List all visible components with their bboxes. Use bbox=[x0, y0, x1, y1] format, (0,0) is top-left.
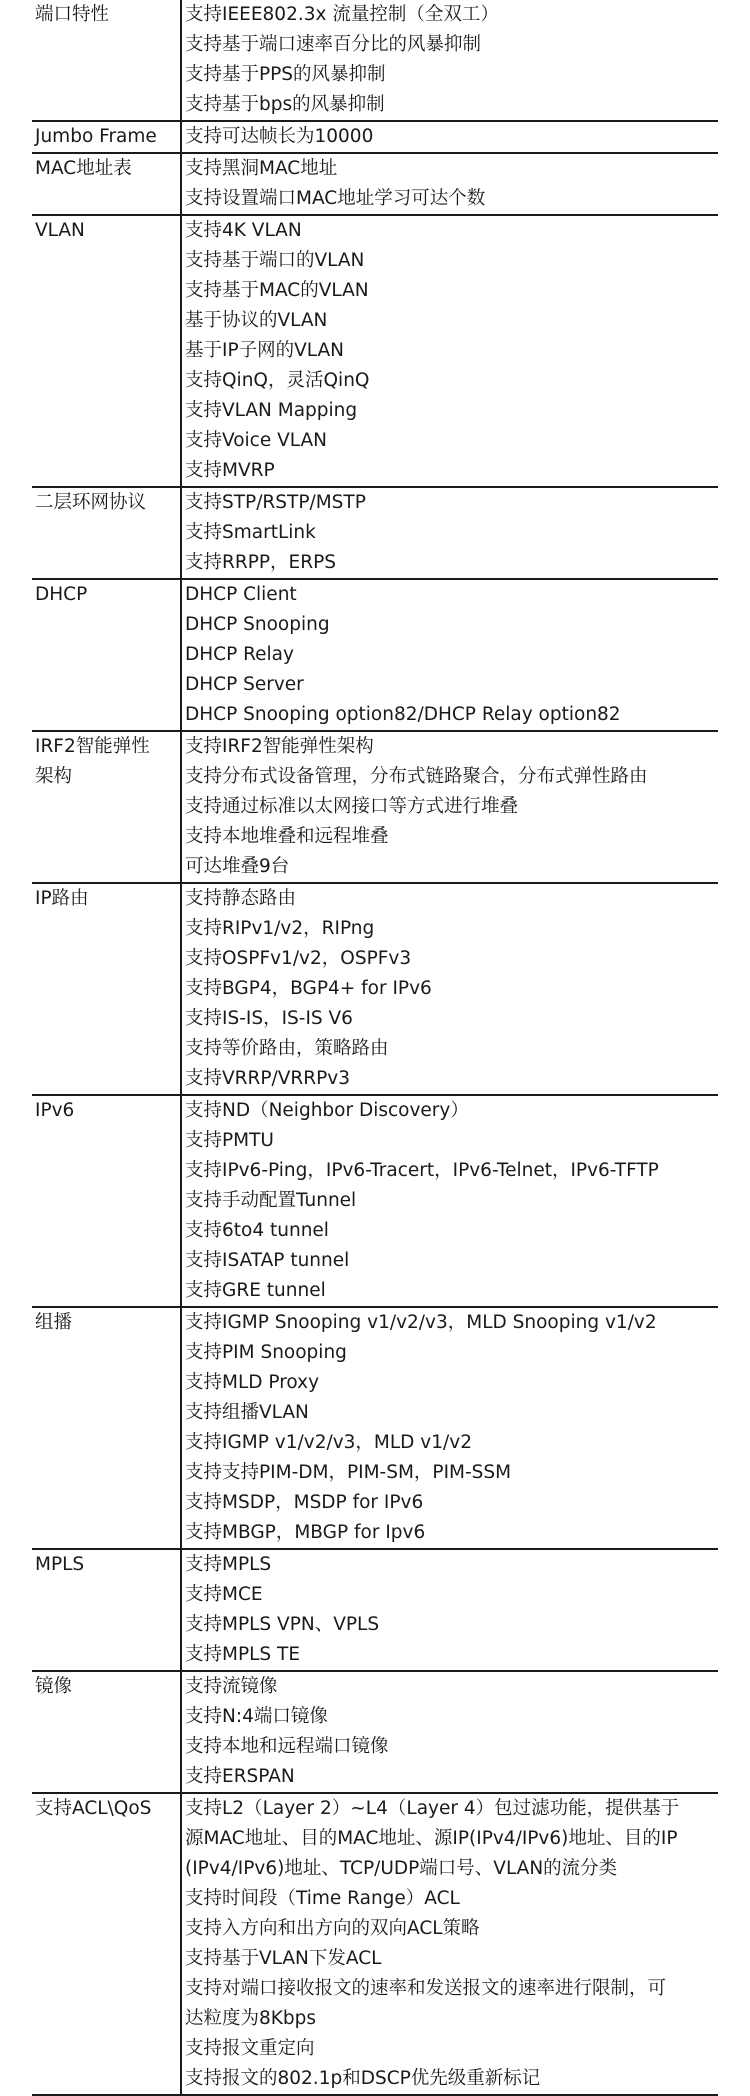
spec-features bbox=[182, 732, 718, 882]
spec-category bbox=[32, 0, 182, 120]
feature-text: 支持报文的802.1p和DSCP优先级重新标记 bbox=[185, 2068, 541, 2089]
feature-item bbox=[185, 184, 718, 214]
feature-text: 支持L2（Layer 2）~L4（Layer 4）包过滤功能，提供基于 bbox=[185, 1798, 680, 1819]
feature-item bbox=[185, 1064, 718, 1094]
feature-text: 支持IRF2智能弹性架构 bbox=[185, 736, 374, 757]
feature-text: 支持基于bps的风暴抑制 bbox=[185, 94, 385, 115]
spec-row bbox=[32, 1308, 718, 1550]
feature-item bbox=[185, 944, 718, 974]
feature-text: 支持ISATAP tunnel bbox=[185, 1250, 350, 1271]
feature-text: 支持通过标准以太网接口等方式进行堆叠 bbox=[185, 796, 519, 817]
feature-item bbox=[185, 2064, 718, 2094]
spec-table bbox=[32, 0, 718, 2096]
category-label: 二层环网协议 bbox=[35, 492, 147, 513]
spec-features bbox=[182, 154, 718, 214]
feature-text: 支持N:4端口镜像 bbox=[185, 1706, 328, 1727]
feature-item bbox=[185, 90, 718, 120]
feature-item bbox=[185, 30, 718, 60]
feature-item bbox=[185, 456, 718, 486]
spec-category bbox=[32, 488, 182, 578]
spec-category bbox=[32, 884, 182, 1094]
feature-item bbox=[185, 1216, 718, 1246]
feature-text: 基于IP子网的VLAN bbox=[185, 340, 344, 361]
feature-item bbox=[185, 1914, 718, 1944]
feature-text: 支持BGP4，BGP4+ for IPv6 bbox=[185, 978, 432, 999]
feature-text: 支持RRPP，ERPS bbox=[185, 552, 336, 573]
category-label: Jumbo Frame bbox=[35, 126, 157, 147]
feature-text: 支持基于MAC的VLAN bbox=[185, 280, 369, 301]
feature-item bbox=[185, 216, 718, 246]
feature-item bbox=[185, 1672, 718, 1702]
spec-row bbox=[32, 488, 718, 580]
feature-item bbox=[185, 1246, 718, 1276]
feature-item bbox=[185, 884, 718, 914]
category-label: DHCP bbox=[35, 584, 88, 605]
feature-item bbox=[185, 640, 718, 670]
feature-item bbox=[185, 1640, 718, 1670]
feature-text: 支持报文重定向 bbox=[185, 2038, 315, 2059]
category-label: IP路由 bbox=[35, 888, 89, 909]
feature-item bbox=[185, 306, 718, 336]
spec-category bbox=[32, 154, 182, 214]
feature-text: 支持基于端口速率百分比的风暴抑制 bbox=[185, 34, 482, 55]
spec-features bbox=[182, 1308, 718, 1548]
feature-item bbox=[185, 732, 718, 762]
spec-row bbox=[32, 122, 718, 154]
feature-item bbox=[185, 1794, 718, 1884]
feature-item bbox=[185, 1126, 718, 1156]
feature-text: 支持可达帧长为10000 bbox=[185, 126, 374, 147]
spec-row bbox=[32, 1550, 718, 1672]
spec-features bbox=[182, 884, 718, 1094]
feature-item bbox=[185, 1338, 718, 1368]
feature-text: 支持OSPFv1/v2，OSPFv3 bbox=[185, 948, 412, 969]
feature-text: 支持时间段（Time Range）ACL bbox=[185, 1888, 460, 1909]
feature-text: 支持IGMP v1/v2/v3，MLD v1/v2 bbox=[185, 1432, 472, 1453]
spec-category bbox=[32, 732, 182, 882]
feature-text: DHCP Server bbox=[185, 674, 304, 695]
feature-item bbox=[185, 700, 718, 730]
feature-text: 支持PIM Snooping bbox=[185, 1342, 347, 1363]
feature-text: 支持IEEE802.3x 流量控制（全双工） bbox=[185, 4, 499, 25]
feature-item bbox=[185, 1096, 718, 1126]
spec-features bbox=[182, 1550, 718, 1670]
feature-item bbox=[185, 974, 718, 1004]
feature-item bbox=[185, 276, 718, 306]
feature-item bbox=[185, 610, 718, 640]
feature-text: 支持MPLS bbox=[185, 1554, 272, 1575]
feature-item bbox=[185, 60, 718, 90]
feature-text: 支持黑洞MAC地址 bbox=[185, 158, 338, 179]
feature-item bbox=[185, 1458, 718, 1488]
feature-text: 支持SmartLink bbox=[185, 522, 316, 543]
feature-item bbox=[185, 1550, 718, 1580]
feature-text: 支持MBGP，MBGP for Ipv6 bbox=[185, 1522, 426, 1543]
feature-item bbox=[185, 0, 718, 30]
spec-category bbox=[32, 1794, 182, 2094]
spec-category bbox=[32, 1096, 182, 1306]
feature-item bbox=[185, 122, 718, 152]
spec-category bbox=[32, 1308, 182, 1548]
feature-text: DHCP Client bbox=[185, 584, 297, 605]
feature-text: DHCP Snooping option82/DHCP Relay option82 bbox=[185, 704, 621, 725]
spec-features bbox=[182, 1096, 718, 1306]
feature-item bbox=[185, 852, 718, 882]
category-label: 端口特性 bbox=[35, 4, 110, 25]
feature-text: 支持手动配置Tunnel bbox=[185, 1190, 357, 1211]
feature-text: 支持VLAN Mapping bbox=[185, 400, 358, 421]
feature-item bbox=[185, 396, 718, 426]
category-label: 组播 bbox=[35, 1312, 73, 1333]
spec-row bbox=[32, 1672, 718, 1794]
feature-text: 支持ND（Neighbor Discovery） bbox=[185, 1100, 469, 1121]
feature-item bbox=[185, 1368, 718, 1398]
feature-text: 源MAC地址、目的MAC地址、源IP(IPv4/IPv6)地址、目的IP bbox=[185, 1828, 678, 1849]
feature-item bbox=[185, 426, 718, 456]
spec-features bbox=[182, 580, 718, 730]
feature-item bbox=[185, 822, 718, 852]
spec-features bbox=[182, 1672, 718, 1792]
feature-item bbox=[185, 762, 718, 792]
feature-text: 支持流镜像 bbox=[185, 1676, 278, 1697]
category-label: IPv6 bbox=[35, 1100, 75, 1121]
feature-item bbox=[185, 1488, 718, 1518]
spec-features bbox=[182, 1794, 718, 2094]
spec-category bbox=[32, 1550, 182, 1670]
feature-text: 支持IGMP Snooping v1/v2/v3，MLD Snooping v1/v2 bbox=[185, 1312, 657, 1333]
feature-text: 支持基于PPS的风暴抑制 bbox=[185, 64, 386, 85]
spec-category bbox=[32, 580, 182, 730]
feature-item bbox=[185, 1518, 718, 1548]
category-label: MAC地址表 bbox=[35, 158, 132, 179]
feature-item bbox=[185, 1034, 718, 1064]
feature-text: 支持设置端口MAC地址学习可达个数 bbox=[185, 188, 486, 209]
spec-row bbox=[32, 1096, 718, 1308]
feature-item bbox=[185, 1702, 718, 1732]
feature-item bbox=[185, 1884, 718, 1914]
feature-item bbox=[185, 1398, 718, 1428]
feature-text: 可达堆叠9台 bbox=[185, 856, 290, 877]
category-label: 支持ACL\QoS bbox=[35, 1798, 152, 1819]
spec-features bbox=[182, 488, 718, 578]
category-label: 镜像 bbox=[35, 1676, 73, 1697]
spec-row bbox=[32, 1794, 718, 2096]
feature-text: 支持分布式设备管理，分布式链路聚合，分布式弹性路由 bbox=[185, 766, 648, 787]
feature-item bbox=[185, 1580, 718, 1610]
feature-text: 支持支持PIM-DM，PIM-SM，PIM-SSM bbox=[185, 1462, 512, 1483]
spec-category bbox=[32, 216, 182, 486]
feature-text: (IPv4/IPv6)地址、TCP/UDP端口号、VLAN的流分类 bbox=[185, 1858, 618, 1879]
feature-text: 支持Voice VLAN bbox=[185, 430, 327, 451]
feature-item bbox=[185, 792, 718, 822]
category-label: VLAN bbox=[35, 220, 85, 241]
feature-item bbox=[185, 1762, 718, 1792]
feature-item bbox=[185, 670, 718, 700]
feature-text: 支持本地堆叠和远程堆叠 bbox=[185, 826, 389, 847]
feature-text: 支持VRRP/VRRPv3 bbox=[185, 1068, 350, 1089]
spec-row bbox=[32, 884, 718, 1096]
spec-row bbox=[32, 732, 718, 884]
feature-text: 支持对端口接收报文的速率和发送报文的速率进行限制，可 bbox=[185, 1978, 667, 1999]
feature-text: DHCP Snooping bbox=[185, 614, 330, 635]
feature-item bbox=[185, 366, 718, 396]
spec-row bbox=[32, 154, 718, 216]
feature-text: 支持ERSPAN bbox=[185, 1766, 295, 1787]
category-label: MPLS bbox=[35, 1554, 85, 1575]
feature-text: 支持QinQ，灵活QinQ bbox=[185, 370, 370, 391]
feature-item bbox=[185, 1610, 718, 1640]
spec-row bbox=[32, 580, 718, 732]
feature-item bbox=[185, 336, 718, 366]
feature-text: 支持MVRP bbox=[185, 460, 275, 481]
feature-item bbox=[185, 488, 718, 518]
spec-category bbox=[32, 122, 182, 152]
feature-item bbox=[185, 1428, 718, 1458]
category-label: 架构 bbox=[35, 766, 73, 787]
feature-text: 支持PMTU bbox=[185, 1130, 274, 1151]
feature-text: 支持6to4 tunnel bbox=[185, 1220, 329, 1241]
feature-text: 支持基于端口的VLAN bbox=[185, 250, 365, 271]
feature-text: 支持STP/RSTP/MSTP bbox=[185, 492, 366, 513]
feature-text: DHCP Relay bbox=[185, 644, 294, 665]
feature-text: 支持MPLS TE bbox=[185, 1644, 301, 1665]
feature-text: 支持基于VLAN下发ACL bbox=[185, 1948, 382, 1969]
spec-row bbox=[32, 216, 718, 488]
feature-text: 达粒度为8Kbps bbox=[185, 2008, 317, 2029]
feature-item bbox=[185, 246, 718, 276]
spec-features bbox=[182, 216, 718, 486]
feature-item bbox=[185, 1156, 718, 1186]
feature-text: 支持静态路由 bbox=[185, 888, 297, 909]
feature-text: 支持MPLS VPN、VPLS bbox=[185, 1614, 380, 1635]
feature-text: 支持MSDP，MSDP for IPv6 bbox=[185, 1492, 424, 1513]
spec-features bbox=[182, 0, 718, 120]
feature-item bbox=[185, 1276, 718, 1306]
feature-text: 支持4K VLAN bbox=[185, 220, 302, 241]
feature-text: 基于协议的VLAN bbox=[185, 310, 328, 331]
spec-features bbox=[182, 122, 718, 152]
category-label: IRF2智能弹性 bbox=[35, 736, 150, 757]
feature-item bbox=[185, 154, 718, 184]
feature-text: 支持MLD Proxy bbox=[185, 1372, 320, 1393]
feature-item bbox=[185, 1004, 718, 1034]
feature-text: 支持入方向和出方向的双向ACL策略 bbox=[185, 1918, 480, 1939]
feature-text: 支持等价路由，策略路由 bbox=[185, 1038, 389, 1059]
feature-item bbox=[185, 1308, 718, 1338]
feature-item bbox=[185, 1732, 718, 1762]
feature-item bbox=[185, 518, 718, 548]
feature-item bbox=[185, 580, 718, 610]
feature-item bbox=[185, 2034, 718, 2064]
feature-item bbox=[185, 1186, 718, 1216]
feature-text: 支持MCE bbox=[185, 1584, 263, 1605]
feature-item bbox=[185, 548, 718, 578]
feature-text: 支持GRE tunnel bbox=[185, 1280, 326, 1301]
spec-row bbox=[32, 0, 718, 122]
feature-text: 支持IS-IS，IS-IS V6 bbox=[185, 1008, 353, 1029]
feature-item bbox=[185, 914, 718, 944]
feature-item bbox=[185, 1974, 718, 2034]
feature-text: 支持本地和远程端口镜像 bbox=[185, 1736, 389, 1757]
feature-text: 支持IPv6-Ping，IPv6-Tracert，IPv6-Telnet，IPv6-TFTP bbox=[185, 1160, 659, 1181]
feature-item bbox=[185, 1944, 718, 1974]
feature-text: 支持RIPv1/v2，RIPng bbox=[185, 918, 375, 939]
spec-category bbox=[32, 1672, 182, 1792]
feature-text: 支持组播VLAN bbox=[185, 1402, 309, 1423]
